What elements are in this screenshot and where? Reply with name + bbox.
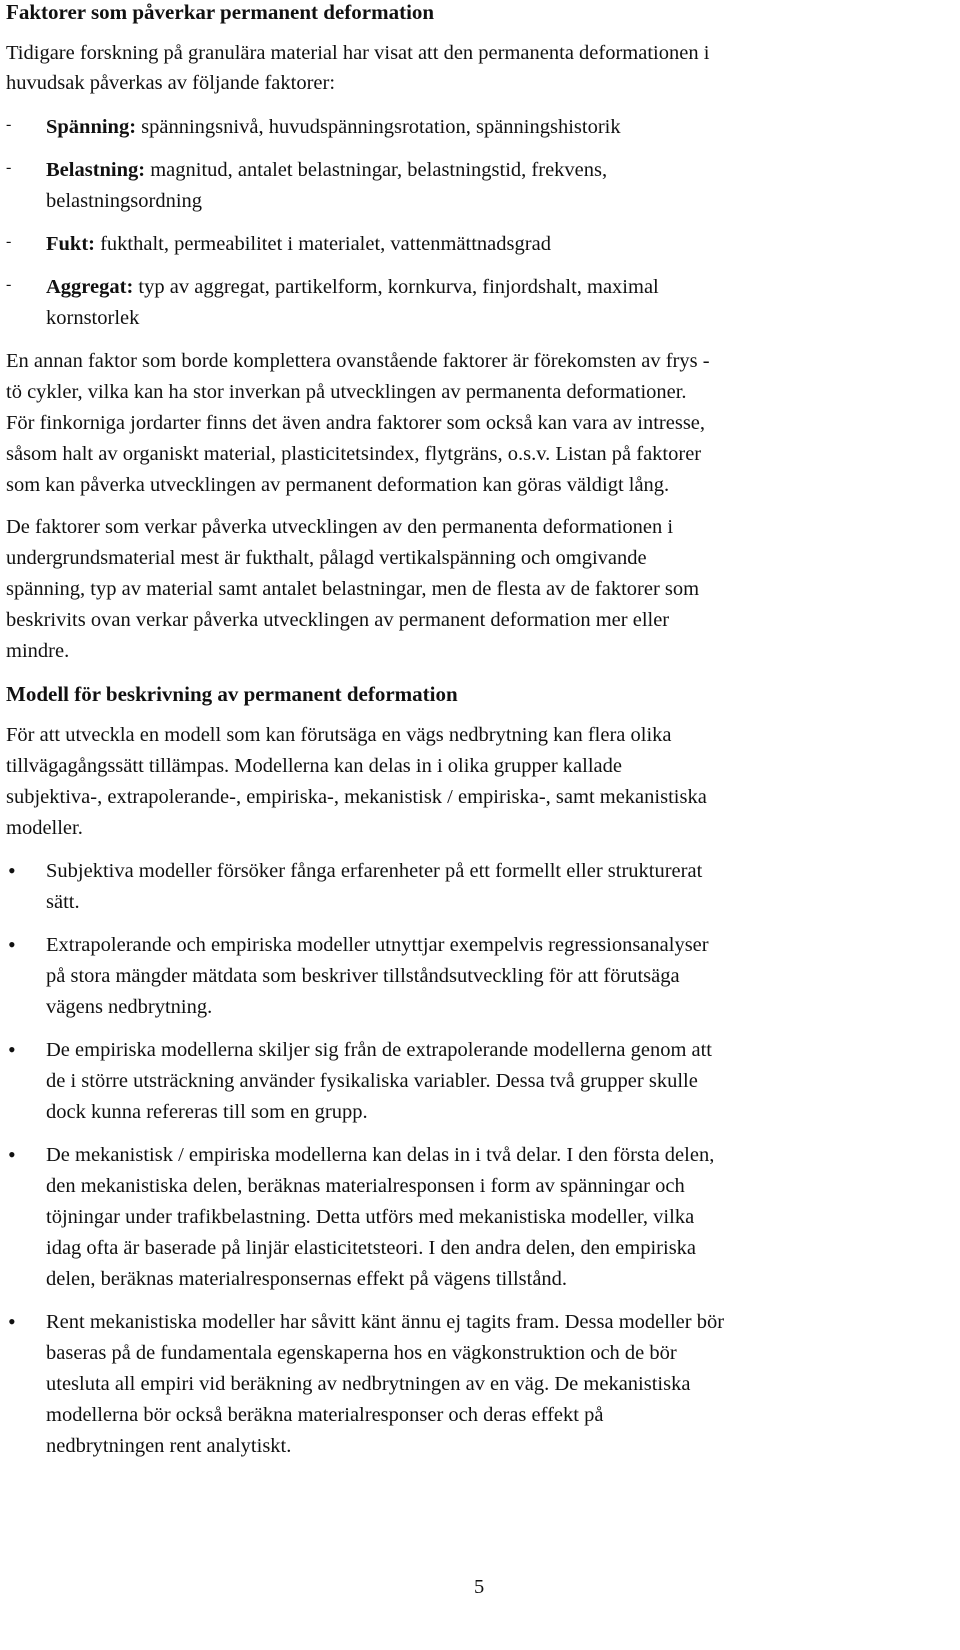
bullet-line: vägens nedbrytning. xyxy=(46,996,213,1018)
factor-text: fukthalt, permeabilitet i materialet, vattenmättnadsgrad xyxy=(94,233,551,255)
bullet-line: töjningar under trafikbelastning. Detta utförs med mekanistiska modeller, vilka xyxy=(46,1206,695,1228)
factor-text: kornstorlek xyxy=(46,307,140,329)
bullet-line: de i större utsträckning använder fysikaliska variabler. Dessa två grupper skulle xyxy=(46,1070,698,1092)
paragraph-line: beskrivits ovan verkar påverka utvecklingen av permanent deformation mer eller xyxy=(6,609,670,631)
factor-line xyxy=(46,116,621,139)
bullet-line: den mekanistiska delen, beräknas materialresponsen i form av spänningar och xyxy=(46,1175,685,1197)
dash-marker: - xyxy=(6,233,12,250)
factor-line xyxy=(46,159,607,182)
section-heading-model: Modell för beskrivning av permanent deformation xyxy=(6,682,458,706)
factor-text: spänningsnivå, huvudspänningsrotation, spänningshistorik xyxy=(136,116,621,138)
factor-label: Fukt: xyxy=(46,233,95,255)
factor-text: magnitud, antalet belastningar, belastningstid, frekvens, xyxy=(145,159,608,181)
bullet-marker: • xyxy=(8,1037,16,1062)
bullet-line: idag ofta är baserade på linjär elasticitetsteori. I den andra delen, den empiriska xyxy=(46,1237,697,1259)
dash-marker: - xyxy=(6,116,12,133)
bullet-line: Subjektiva modeller försöker fånga erfarenheter på ett formellt eller strukturerat xyxy=(46,860,703,882)
bullet-marker: • xyxy=(8,1309,16,1334)
bullet-line: baseras på de fundamentala egenskaperna hos en vägkonstruktion och de bör xyxy=(46,1342,677,1364)
dash-marker: - xyxy=(6,159,12,176)
factor-text: typ av aggregat, partikelform, kornkurva, finjordshalt, maximal xyxy=(133,276,659,298)
factor-label: Aggregat: xyxy=(46,276,134,298)
bullet-line: sätt. xyxy=(46,891,80,913)
paragraph-line: mindre. xyxy=(6,640,70,662)
bullet-line: utesluta all empiri vid beräkning av nedbrytningen av en väg. De mekanistiska xyxy=(46,1373,691,1395)
paragraph-line: såsom halt av organiskt material, plasticitetsindex, flytgräns, o.s.v. Listan på faktorer xyxy=(6,443,702,465)
paragraph-line: subjektiva-, extrapolerande-, empiriska-, mekanistisk / empiriska-, samt mekanistiska xyxy=(6,786,707,808)
section-heading-factors: Faktorer som påverkar permanent deformation xyxy=(6,0,435,24)
paragraph-line: De faktorer som verkar påverka utvecklingen av den permanenta deformationen i xyxy=(6,516,674,538)
bullet-marker: • xyxy=(8,932,16,957)
paragraph-line: som kan påverka utvecklingen av permanent deformation kan göras väldigt lång. xyxy=(6,474,670,496)
paragraph-line: tö cykler, vilka kan ha stor inverkan på utvecklingen av permanenta deformationer. xyxy=(6,381,687,403)
factor-line xyxy=(46,276,659,299)
paragraph-line: undergrundsmaterial mest är fukthalt, pålagd vertikalspänning och omgivande xyxy=(6,547,647,569)
paragraph-line: modeller. xyxy=(6,817,83,839)
paragraph-line: spänning, typ av material samt antalet belastningar, men de flesta av de faktorer som xyxy=(6,578,700,600)
bullet-line: delen, beräknas materialresponsernas effekt på vägens tillstånd. xyxy=(46,1268,568,1290)
bullet-line: nedbrytningen rent analytiskt. xyxy=(46,1435,292,1457)
dash-marker: - xyxy=(6,276,12,293)
factor-text: belastningsordning xyxy=(46,190,203,212)
paragraph-line: En annan faktor som borde komplettera ovanstående faktorer är förekomsten av frys - xyxy=(6,350,710,372)
bullet-line: dock kunna refereras till som en grupp. xyxy=(46,1101,368,1123)
paragraph-line: För att utveckla en modell som kan förutsäga en vägs nedbrytning kan flera olika xyxy=(6,724,672,746)
factor-line xyxy=(46,233,551,256)
paragraph-line: tillvägagångssätt tillämpas. Modellerna kan delas in i olika grupper kallade xyxy=(6,755,622,777)
bullet-line: De mekanistisk / empiriska modellerna kan delas in i två delar. I den första delen, xyxy=(46,1144,715,1166)
factor-label: Belastning: xyxy=(46,159,146,181)
bullet-marker: • xyxy=(8,858,16,883)
intro-line: huvudsak påverkas av följande faktorer: xyxy=(6,72,336,94)
page-number: 5 xyxy=(474,1576,485,1598)
bullet-line: Extrapolerande och empiriska modeller utnyttjar exempelvis regressionsanalyser xyxy=(46,934,709,956)
bullet-line: De empiriska modellerna skiljer sig från de extrapolerande modellerna genom att xyxy=(46,1039,712,1061)
paragraph-line: För finkorniga jordarter finns det även andra faktorer som också kan vara av intresse, xyxy=(6,412,706,434)
bullet-line: på stora mängder mätdata som beskriver tillståndsutveckling för att förutsäga xyxy=(46,965,680,987)
bullet-line: Rent mekanistiska modeller har såvitt känt ännu ej tagits fram. Dessa modeller bör xyxy=(46,1311,725,1333)
factor-label: Spänning: xyxy=(46,116,137,138)
intro-line: Tidigare forskning på granulära material har visat att den permanenta deformationen i xyxy=(6,42,710,64)
bullet-marker: • xyxy=(8,1142,16,1167)
bullet-line: modellerna bör också beräkna materialresponser och deras effekt på xyxy=(46,1404,604,1426)
